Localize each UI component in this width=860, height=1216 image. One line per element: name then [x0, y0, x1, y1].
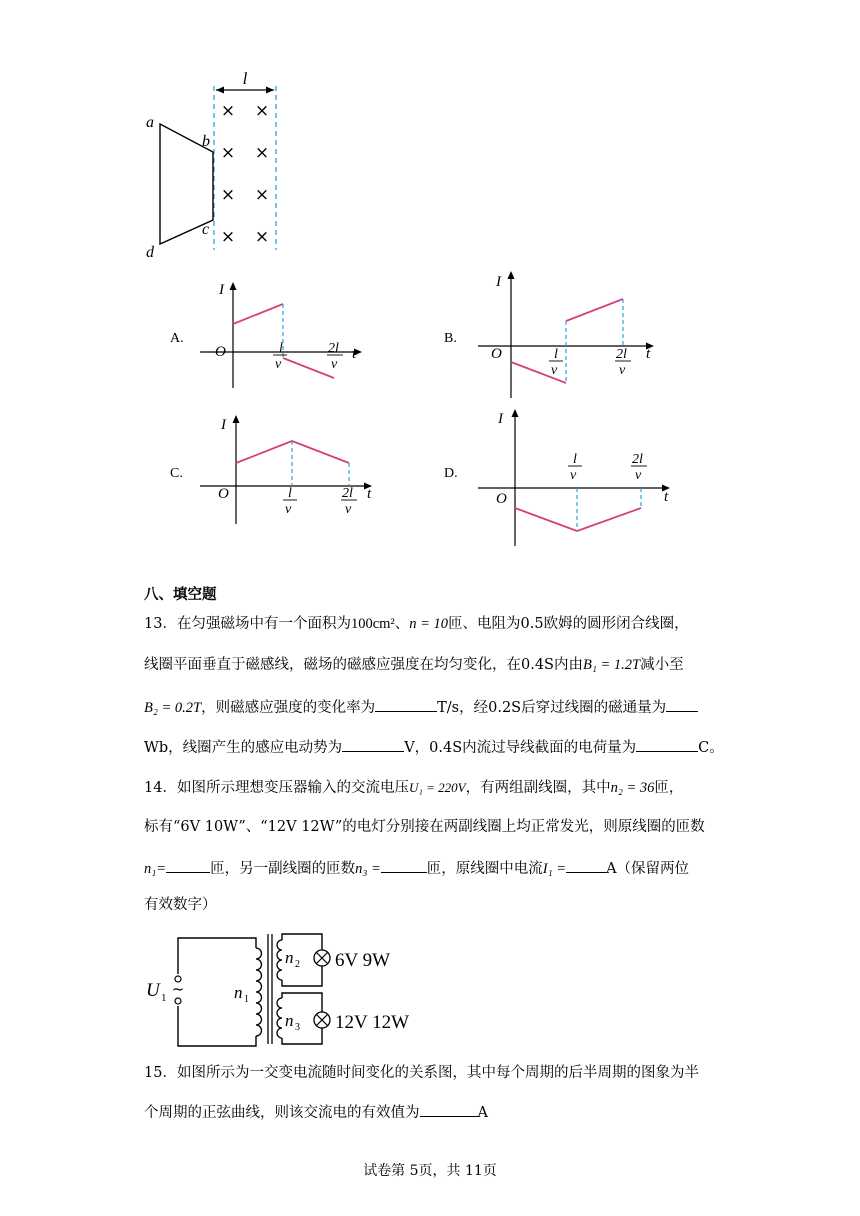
u1-label: U: [146, 980, 160, 1001]
origin-label: O: [491, 346, 502, 362]
axis-t-label: t: [646, 346, 651, 362]
svg-text:2l: 2l: [632, 452, 643, 467]
svg-text:2: 2: [295, 959, 300, 970]
svg-text:3: 3: [295, 1022, 300, 1033]
vertex-d: d: [146, 244, 154, 261]
vertex-a: a: [146, 114, 154, 131]
svg-text:v: v: [551, 363, 558, 378]
q14-line-4: 有效数字）: [144, 897, 217, 913]
secondary-wire-n2: [282, 966, 322, 986]
n2-label: n: [285, 948, 294, 967]
lamp-icon: [314, 1012, 330, 1028]
svg-text:l: l: [279, 341, 283, 356]
i1-label: I₁ =: [542, 861, 567, 877]
primary-wire: [178, 1006, 256, 1046]
svg-text:2l: 2l: [616, 347, 627, 362]
svg-text:v: v: [285, 502, 292, 517]
turns-value: n = 10: [409, 616, 449, 632]
width-label: l: [242, 69, 248, 88]
n3-label: n: [285, 1011, 294, 1030]
q15-line-1: 15．如图所示为一交变电流随时间变化的关系图，其中每个周期的后半周期的图象为半: [144, 1065, 699, 1081]
n1-label: n: [234, 983, 243, 1002]
b2-value: B₂ = 0.2T: [144, 700, 202, 716]
svg-text:v: v: [345, 502, 352, 517]
secondary-coil-n3: [277, 998, 282, 1038]
option-b-label: B.: [444, 331, 457, 346]
b1-value: B₁ = 1.2T: [583, 657, 641, 673]
secondary-coil-n2: [277, 940, 282, 980]
svg-text:v: v: [635, 468, 642, 483]
svg-text:v: v: [331, 357, 338, 372]
svg-text:1: 1: [244, 994, 249, 1005]
answer-blank-rms[interactable]: [420, 1102, 478, 1117]
secondary-wire-n3: [282, 993, 322, 1012]
axis-t-label: t: [664, 489, 669, 505]
n3-label: n₃ =: [355, 861, 381, 877]
q14-line-2: 标有“6V 10W”、“12V 12W”的电灯分别接在两副线圈上均正常发光，则原线圈的匝数: [144, 819, 705, 835]
svg-text:2l: 2l: [328, 341, 339, 356]
n2-value: n₂ = 36: [610, 780, 655, 796]
option-d-label: D.: [444, 466, 458, 481]
primary-wire: [178, 938, 256, 974]
svg-text:l: l: [554, 347, 558, 362]
field-cross: ×: [254, 143, 270, 163]
lamp2-rating: 12V 12W: [335, 1012, 410, 1033]
q13-line-1: 13．在匀强磁场中有一个面积为100cm²、n = 10匝、电阻为0.5欧姆的圆形闭合线圈，: [144, 616, 689, 632]
svg-text:v: v: [619, 363, 626, 378]
axis-i-label: I: [496, 274, 501, 290]
axis-i-label: I: [219, 282, 224, 298]
field-cross: ×: [220, 185, 236, 205]
field-cross: ×: [254, 101, 270, 121]
field-cross: ×: [220, 227, 236, 247]
ac-symbol: ~: [171, 980, 185, 998]
field-cross: ×: [254, 185, 270, 205]
svg-text:l: l: [573, 452, 577, 467]
axis-t-label: t: [367, 486, 372, 502]
option-a-label: A.: [170, 331, 184, 346]
axis-i-label: I: [221, 417, 226, 433]
origin-label: O: [496, 491, 507, 507]
q13-line-2: 线圈平面垂直于磁感线，磁场的磁感应强度在均匀变化，在0.4S内由B₁ = 1.2T减小至: [144, 657, 684, 673]
svg-text:v: v: [570, 468, 577, 483]
svg-text:l: l: [288, 486, 292, 501]
area-value: 100cm²: [350, 616, 395, 632]
u1-value: U₁ = 220V: [408, 780, 466, 795]
secondary-wire-n3: [282, 1028, 322, 1044]
axis-t-label: t: [352, 346, 357, 362]
terminal: [175, 998, 181, 1004]
axis-i-label: I: [498, 411, 503, 427]
vertex-c: c: [202, 221, 210, 238]
n1-label: n₁=: [144, 861, 167, 877]
svg-text:1: 1: [161, 992, 167, 1004]
section-heading: 八、填空题: [144, 586, 217, 603]
origin-label: O: [215, 344, 226, 360]
field-cross: ×: [220, 101, 236, 121]
lamp-icon: [314, 950, 330, 966]
origin-label: O: [218, 486, 229, 502]
lamp1-rating: 6V 9W: [335, 950, 391, 971]
q14-line-1: 14．如图所示理想变压器输入的交流电压U₁ = 220V，有两组副线圈，其中n₂ = 36匝，: [144, 780, 684, 796]
q13-line-3: B₂ = 0.2T，则磁感应强度的变化率为 T/s，经0.2S后穿过线圈的磁通量为: [144, 697, 698, 718]
vertex-b: b: [202, 133, 210, 150]
q14-line-3: n₁= 匝，另一副线圈的匝数n₃ = 匝，原线圈中电流I₁ = A（保留两位: [144, 858, 689, 879]
option-c-label: C.: [170, 466, 183, 481]
svg-text:2l: 2l: [342, 486, 353, 501]
q13-line-4: Wb，线圈产生的感应电动势为 V，0.4S内流过导线截面的电荷量为 C。: [144, 737, 724, 758]
field-cross: ×: [220, 143, 236, 163]
svg-text:v: v: [275, 357, 282, 372]
q15-line-2: 个周期的正弦曲线，则该交流电的有效值为 A: [144, 1102, 488, 1123]
primary-coil: [256, 948, 262, 1036]
page-footer: 试卷第 5页，共 11页: [363, 1163, 497, 1179]
field-cross: ×: [254, 227, 270, 247]
